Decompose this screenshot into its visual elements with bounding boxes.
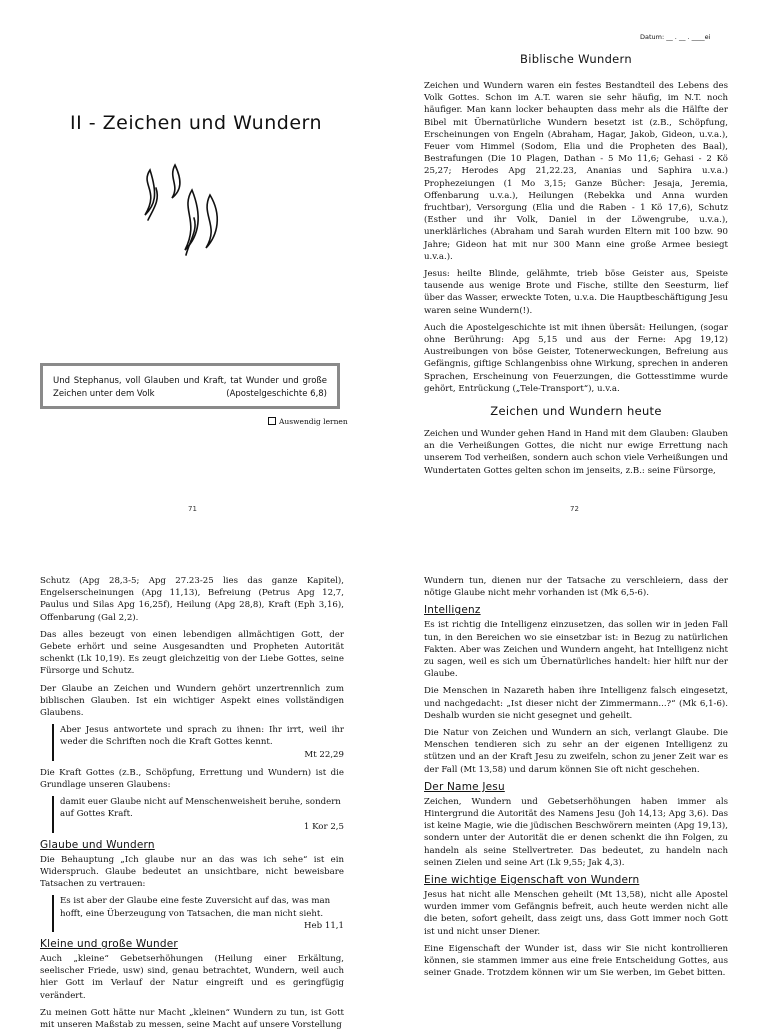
quote-ref: 1 Kor 2,5 [303, 821, 344, 832]
paragraph: Zu meinen Gott hätte nur Macht „kleinen“ Wundern zu tun, ist Gott mit unseren Maßstab zu messen, seine Macht auf unsere Vorstellung [40, 1007, 344, 1031]
paragraph: Jesus hat nicht alle Menschen geheilt (Mt 13,58), nicht alle Apostel wurden immer vom Gefängnis befreit, auch heute werden nicht alle die beten, sofort geheilt, dass zeigt uns, dass Gott immer noch Gott ist und nicht unser Diener. [424, 890, 728, 937]
page-74 [424, 575, 728, 984]
subsection-heading: Eine wichtige Eigenschaft von Wundern [424, 874, 640, 887]
paragraph: Die Behauptung „Ich glaube nur an das was ich sehe“ ist ein Widerspruch. Glaube bedeutet an unsichtbare, nicht beweisbare Tatsachen zu vertrauen: [40, 854, 344, 890]
section-heading: Biblische Wundern [520, 52, 632, 66]
scripture-quote [52, 724, 344, 761]
paragraph: Zeichen und Wundern waren ein festes Bestandteil des Lebens des Volk Gottes. Schon im A.T. waren sie sehr häufig, im N.T. noch häufiger. Man kann locker behaupten dass mehr als die Hälfte der Bibel mit Übernatürliche Wundern besetzt ist (z.B., Schöpfung, Erscheinungen von Engeln (Abraham, Hagar, Jakob, Gideon, u.v.a.), Feuer vom Himmel (Sodom, Elia und die Propheten des Baal), Bestrafungen (Die 10 Plagen, Dathan - 5 Mo 11,6; Gehasi - 2 Kö 25,27; Herodes Apg 21,22.23, Ananias und Saphira u.v.a.) Prophezeiungen (1 Mo 3,15; Ganze Bücher: Jesaja, Jeremia, Offenbarung u.v.a.), Heilungen (Rebekka und Anna wurden fruchtbar), Versorgung (Elia und die Raben - 1 Kö 17,6), Schutz (Esther und ihr Volk, Daniel in der Löwengrube, u.v.a.), unerklärliches (Abraham und Sarah wurden Eltern mit 100 bzw. 90 Jahre; Gideon hat mit nur 300 Mann eine große Armee besiegt u.v.a.). [424, 81, 728, 262]
subsection-heading: Kleine und große Wunder [40, 938, 178, 951]
chapter-title: II - Zeichen und Wundern [70, 112, 323, 134]
paragraph: Auch „kleine“ Gebetserhöhungen (Heilung einer Erkältung, seelischer Friede, usw) sind, genau betrachtet, Wundern, weil auch hier Gott im Verlauf der Natur eingreift und es geringfügig verändert. [40, 954, 344, 1001]
paragraph: Eine Eigenschaft der Wunder ist, dass wir Sie nicht kontrollieren können, sie stammen immer aus eine freie Entscheidung Gottes, aus seiner Gnade. Trotzdem können wir um Sie werben, im Gebet bitten. [424, 943, 728, 979]
memorize-checkbox[interactable] [268, 417, 276, 425]
paragraph: Jesus: heilte Blinde, gelähmte, trieb böse Geister aus, Speiste tausende aus wenige Brote und Fische, stillte den Seesturm, lief über das Wasser, erweckte Toten, u.v.a. Die Hauptbeschäftigung Jesu waren seine Wundern(!). [424, 269, 728, 316]
paragraph: Es ist richtig die Intelligenz einzusetzen, das sollen wir in jeden Fall tun, in den Bereichen wo sie einsetzbar ist: in Bezug zu natürlichen Fakten. Aber was Zeichen und Wundern angeht, hat Intelligenz nicht zu sagen, weil es sich um Übernatürliches handelt: hier hilft nur der Glaube. [424, 620, 728, 680]
date-field: Datum: __ . __ . ____ei [640, 33, 711, 41]
scripture-quote [52, 796, 344, 833]
memorize-checkbox-row[interactable] [268, 417, 348, 426]
section-heading: Zeichen und Wundern heute [490, 404, 662, 419]
bible-verse-ref: (Apostelgeschichte 6,8) [226, 389, 327, 399]
scripture-quote [52, 895, 344, 932]
memorize-label: Auswendig lernen [279, 417, 348, 426]
paragraph: Zeichen und Wunder gehen Hand in Hand mit dem Glauben: Glauben an die Verheißungen Gottes, die nicht nur ewige Errettung nach unserem Tod verheißen, sondern auch schon viele Verheißungen und Wundertaten Gottes gelten schon im jenseits, z.B.: seine Fürsorge, [424, 429, 729, 476]
quote-text: damit euer Glaube nicht auf Menschenweisheit beruhe, sondern auf Gottes Kraft. [60, 797, 341, 820]
paragraph: Auch die Apostelgeschichte ist mit ihnen übersät: Heilungen, (sogar ohne Berührung: Apg 5,15 und aus der Ferne: Apg 19,12) Austreibungen von böse Geister, Totenerweckungen, Befreiung aus Gefängnis, giftige Schlangenbiss ohne Wirkung, sprechen in anderen Sprachen, Erscheinung von Feuerzungen, die Gottesstimme wurde gehört, Entrückung („Tele-Transport“), u.v.a. [424, 322, 728, 394]
bible-verse-text: Und Stephanus, voll Glauben und Kraft, tat Wunder und große Zeichen unter dem Volk [53, 376, 327, 399]
paragraph: Die Natur von Zeichen und Wundern an sich, verlangt Glaube. Die Menschen tendieren sich zu sehr an der eigenen Intelligenz zu stützen und an der Kraft Jesu zu zweifeln, schon zu jener Zeit war es der Fall (Mt 13,58) und darum können Sie oft nicht geschehen. [424, 728, 728, 775]
page-number: 72 [570, 505, 579, 513]
flame-icon [130, 160, 230, 270]
quote-ref: Mt 22,29 [304, 749, 344, 760]
subsection-heading: Glaube und Wundern [40, 838, 155, 851]
quote-text: Es ist aber der Glaube eine feste Zuversicht auf das, was man hofft, eine Überzeugung von Tatsachen, die man nicht sieht. [60, 896, 331, 919]
paragraph: Das alles bezeugt von einen lebendigen allmächtigen Gott, der Gebete erhört und seine Ausgesandten und Propheten Autorität schenkt (Lk 10,19). Es zeugt gleichzeitig von der Liebe Gottes, seine Fürsorge und Schutz. [40, 629, 344, 677]
paragraph: Schutz (Apg 28,3-5; Apg 27.23-25 lies das ganze Kapitel), Engelserscheinungen (Apg 11,13), Befreiung (Petrus Apg 12,7, Paulus und Silas Apg 16,25f), Heilung (Apg 28,8), Kraft (Eph 3,16), Offenbarung (Gal 2,2). [40, 576, 344, 623]
subsection-heading: Der Name Jesu [424, 780, 505, 793]
quote-ref: Heb 11,1 [304, 920, 344, 931]
page-71 [0, 0, 384, 520]
paragraph: Die Kraft Gottes (z.B., Schöpfung, Errettung und Wundern) ist die Grundlage unseren Glaubens: [40, 767, 344, 791]
quote-text: Aber Jesus antwortete und sprach zu ihnen: Ihr irrt, weil ihr weder die Schriften noch die Kraft Gottes kennt. [60, 725, 344, 748]
page-number: 71 [188, 505, 197, 513]
page-73 [40, 575, 344, 1036]
subsection-heading: Intelligenz [424, 604, 481, 617]
paragraph: Wundern tun, dienen nur der Tatsache zu verschleiern, dass der nötige Glaube nicht mehr vorhanden ist (Mk 6,5-6). [424, 576, 728, 599]
paragraph: Die Menschen in Nazareth haben ihre Intelligenz falsch eingesetzt, und nachgedacht: „Ist dieser nicht der Zimmermann...?“ (Mk 6,1-6). Deshalb wurden sie nicht gesegnet und geheilt. [424, 686, 728, 721]
page-72 [424, 52, 728, 482]
paragraph: Zeichen, Wundern und Gebetserhöhungen haben immer als Hintergrund die Autorität des Namens Jesu (Joh 14,13; Apg 3,6). Das ist keine Magie, wie die jüdischen Beschwörern meinten (Apg 19,13), sondern unter der Autorität die er denen schenkt die ihn Folgen, zu handeln als seine Stellvertreter. Das bedeutet, zu handeln nach seinen Zielen und seine Art (Lk 9,55; Jak 4,3). [424, 796, 728, 868]
paragraph: Der Glaube an Zeichen und Wundern gehört unzertrennlich zum biblischen Glauben. Ist ein wichtiger Aspekt eines vollständigen Glaubens. [40, 683, 344, 719]
bible-verse-box [40, 363, 340, 409]
